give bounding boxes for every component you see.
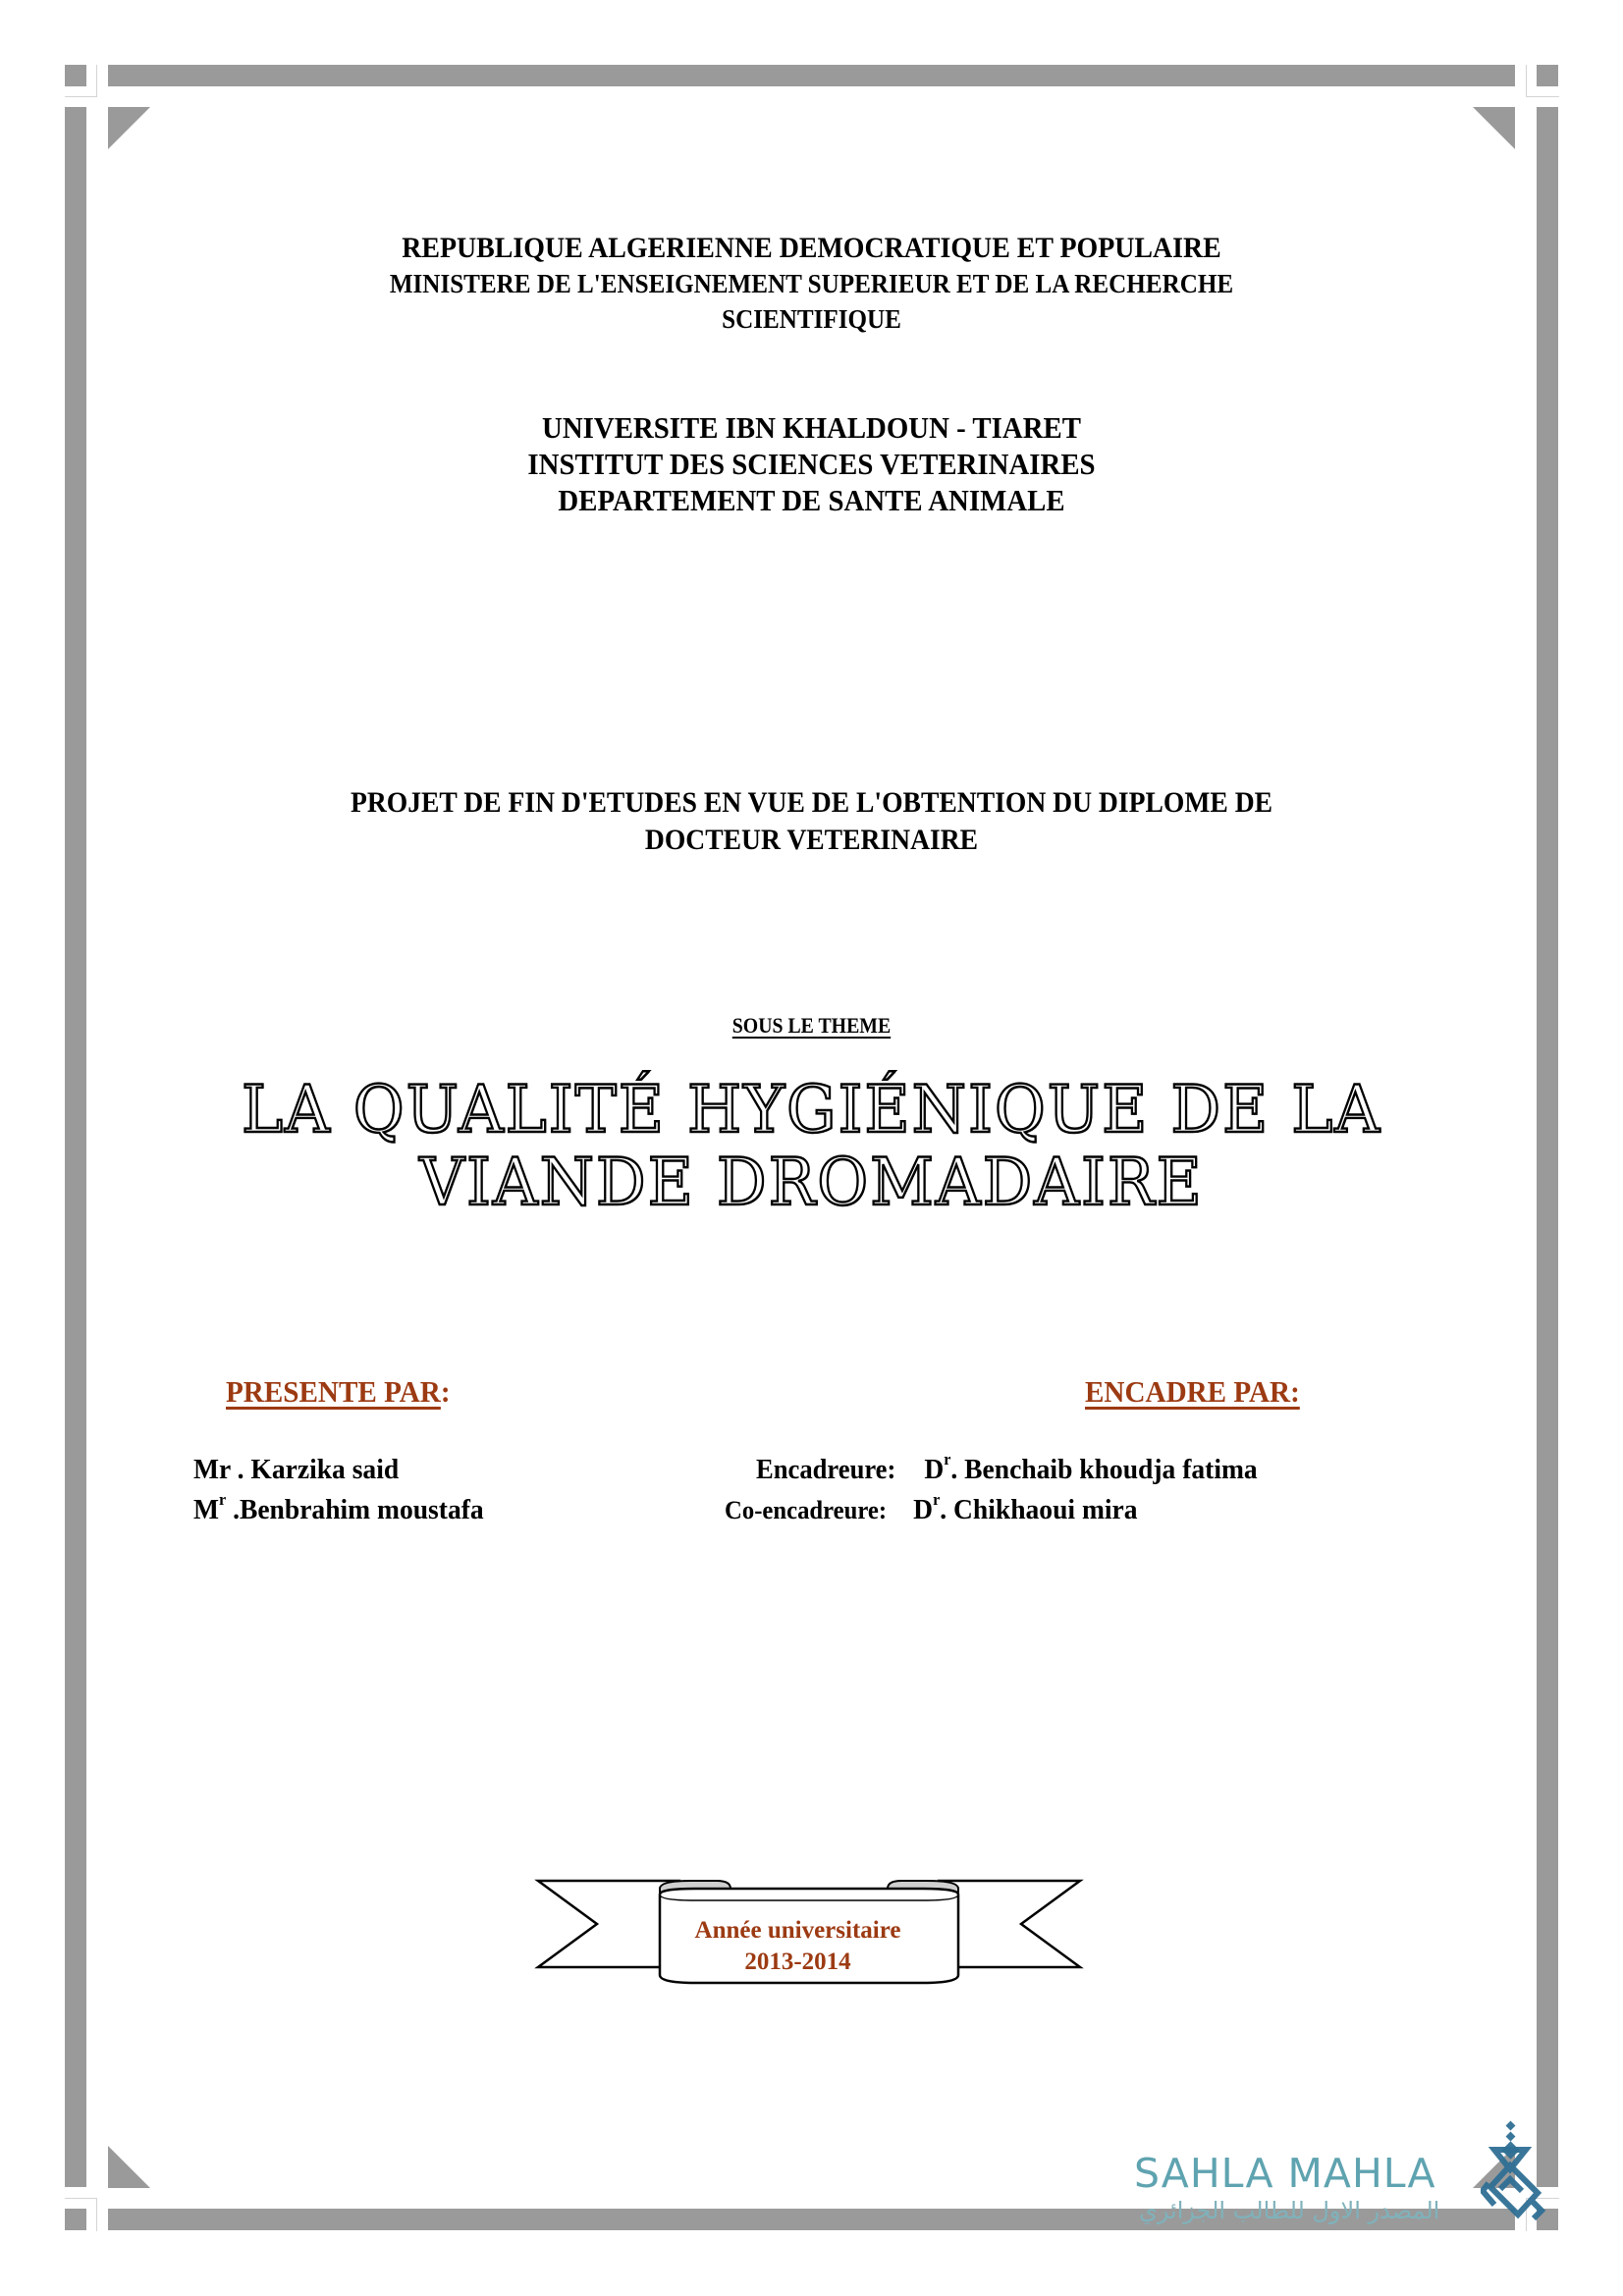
sahla-mahla-emblem-icon (1481, 2120, 1549, 2228)
ministry-heading-line1: MINISTERE DE L'ENSEIGNEMENT SUPERIEUR ET DE LA RECHERCHE (389, 269, 1234, 298)
supervisor-1 (756, 1450, 1258, 1486)
watermark-brand: SAHLA MAHLA (1134, 2150, 1436, 2197)
frame-outline-tr (1526, 65, 1559, 97)
supervisor-2-prefix: D (913, 1494, 934, 1525)
university-name: UNIVERSITE IBN KHALDOUN - TIARET (542, 410, 1081, 445)
watermark-tagline: المصدر الاول للطالب الجزائري (1139, 2197, 1440, 2224)
supervisor-1-prefix: D (924, 1454, 945, 1485)
frame-corner-triangle-tr (1473, 107, 1515, 149)
presented-by-heading (226, 1374, 451, 1410)
student-2 (193, 1490, 484, 1526)
student-2-name: .Benbrahim moustafa (226, 1494, 484, 1525)
supervisor-1-role: Encadreure: (756, 1455, 896, 1485)
supervisor-2-name: . Chikhaoui mira (940, 1494, 1138, 1525)
academic-year-value: 2013-2014 (744, 1949, 851, 1975)
academic-year-label: Année universitaire (694, 1917, 901, 1944)
supervisor-2-role: Co-encadreure: (725, 1496, 888, 1524)
frame-outline-tl (65, 65, 97, 97)
republic-heading: REPUBLIQUE ALGERIENNE DEMOCRATIQUE ET POPULAIRE (402, 232, 1221, 264)
supervisor-2 (725, 1490, 1138, 1526)
presented-by-colon: : (440, 1374, 451, 1409)
supervisor-2-sup: r (933, 1490, 941, 1509)
project-description-line1: PROJET DE FIN D'ETUDES EN VUE DE L'OBTENTION DU DIPLOME DE (350, 786, 1273, 819)
student-1-prefix: Mr (193, 1454, 231, 1485)
thesis-title-line2: VIANDE DROMADAIRE (419, 1145, 1204, 1220)
student-2-sup: r (219, 1490, 227, 1509)
frame-corner-triangle-tl (108, 107, 150, 149)
student-2-prefix: M (193, 1494, 220, 1525)
frame-corner-triangle-bl (108, 2146, 150, 2188)
student-1-name: . Karzika said (230, 1454, 400, 1485)
supervisor-1-sup: r (944, 1450, 951, 1468)
project-description-line2: DOCTEUR VETERINAIRE (644, 824, 979, 856)
ministry-heading-line2: SCIENTIFIQUE (722, 304, 901, 334)
thesis-title-line1: LA QUALITÉ HYGIÉNIQUE DE LA (242, 1072, 1381, 1148)
supervised-by-heading: ENCADRE PAR: (1085, 1374, 1300, 1409)
frame-top-bar (108, 65, 1515, 86)
frame-outline-bl (65, 2198, 97, 2231)
department-name: DEPARTEMENT DE SANTE ANIMALE (558, 483, 1065, 517)
theme-label: SOUS LE THEME (731, 1013, 892, 1038)
institute-name: INSTITUT DES SCIENCES VETERINAIRES (527, 447, 1096, 481)
student-1 (193, 1454, 399, 1486)
presented-by-label: PRESENTE PAR (226, 1374, 441, 1409)
academic-year (668, 1915, 928, 1978)
supervisor-1-name: . Benchaib khoudja fatima (950, 1454, 1258, 1485)
